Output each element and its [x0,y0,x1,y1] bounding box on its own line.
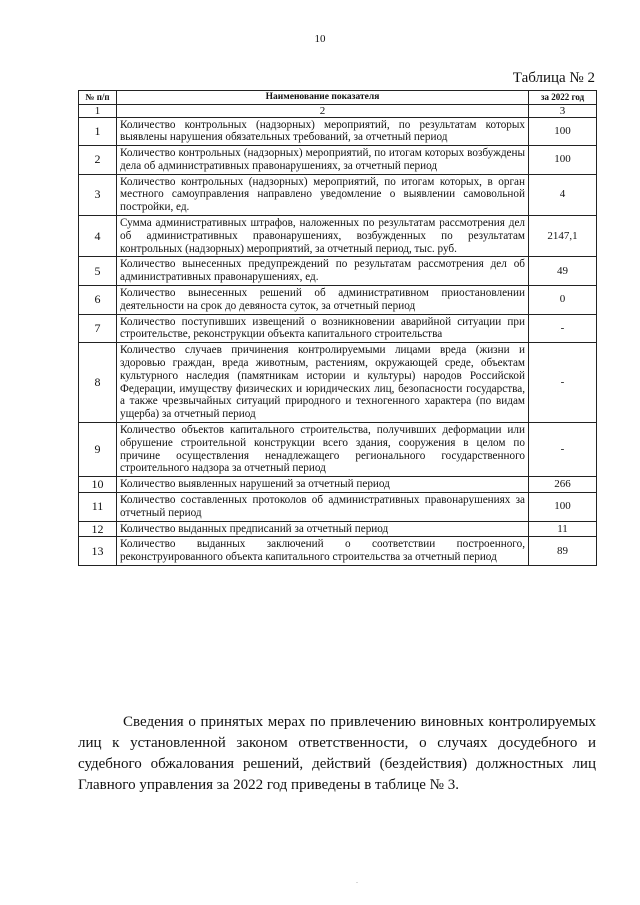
table-row [79,117,597,146]
row-number: 9 [79,423,117,477]
row-number: 13 [79,537,117,566]
header-num: № п/п [79,91,117,105]
table-body [79,117,597,566]
row-value: - [529,423,597,477]
table-row [79,521,597,537]
row-indicator-name: Количество поступивших извещений о возникновении аварийной ситуации при строительстве, реконструкции объекта капитального строительства [117,314,529,343]
row-indicator-name: Количество выданных заключений о соответствии построенного, реконструированного объекта капитального строительства за отчетный период [117,537,529,566]
row-number: 8 [79,343,117,423]
row-value: 2147,1 [529,216,597,257]
row-number: 3 [79,174,117,215]
table-row [79,477,597,493]
table-row [79,314,597,343]
index-cell: 1 [79,104,117,117]
row-value: - [529,343,597,423]
row-number: 1 [79,117,117,146]
table-row [79,537,597,566]
row-value: 11 [529,521,597,537]
row-indicator-name: Количество вынесенных предупреждений по результатам рассмотрения дел об административных правонарушениях, ед. [117,257,529,286]
table-row [79,286,597,315]
row-indicator-name: Количество контрольных (надзорных) мероприятий, по итогам которых, в орган местного самоуправления направлено уведомление о выявлении самовольной постройки, ед. [117,174,529,215]
table-row [79,257,597,286]
row-value: 89 [529,537,597,566]
row-number: 4 [79,216,117,257]
closing-paragraph: Сведения о принятых мерах по привлечению виновных контролируемых лиц к установленной законом ответственности, о случаях досудебного и судебного обжалования решений, действий (бездействия) должностных лиц Главного управления за 2022 год приведены в таблице № 3. [78,714,596,793]
row-value: 266 [529,477,597,493]
footer-mark: . [356,876,358,885]
table-row [79,146,597,175]
row-value: 0 [529,286,597,315]
table-index-row [79,104,597,117]
row-value: 49 [529,257,597,286]
row-indicator-name: Количество объектов капитального строительства, получивших деформации или обрушение строительной конструкции всего здания, сооружения в целом по причине осуществления ненадлежащего регионального государственного строительного надзора за отчетный период [117,423,529,477]
header-name: Наименование показателя [117,91,529,105]
row-value: 4 [529,174,597,215]
row-number: 11 [79,493,117,522]
row-indicator-name: Количество контрольных (надзорных) мероприятий, по результатам которых выявлены нарушения обязательных требований, за отчетный период [117,117,529,146]
row-indicator-name: Количество контрольных (надзорных) мероприятий, по итогам которых возбуждены дела об административных правонарушениях, за отчетный период [117,146,529,175]
table-row [79,343,597,423]
indicators-table [78,90,597,566]
table-header-row [79,91,597,105]
row-indicator-name: Количество выявленных нарушений за отчетный период [117,477,529,493]
header-value: за 2022 год [529,91,597,105]
table-row [79,493,597,522]
row-number: 7 [79,314,117,343]
row-number: 2 [79,146,117,175]
table-row [79,174,597,215]
row-value: 100 [529,117,597,146]
row-indicator-name: Количество вынесенных решений об административном приостановлении деятельности на срок до девяноста суток, за отчетный период [117,286,529,315]
row-number: 12 [79,521,117,537]
row-value: 100 [529,146,597,175]
table-row [79,216,597,257]
index-cell: 3 [529,104,597,117]
table-caption: Таблица № 2 [512,70,595,86]
row-indicator-name: Количество случаев причинения контролируемыми лицами вреда (жизни и здоровью граждан, вреда животным, растениям, окружающей среде, объектам культурного наследия (памятникам истории и культуры) народов Российской Федерации, имуществу физических и юридических лиц, безопасности государства, а также чрезвычайных ситуаций природного и техногенного характера (по видам ущерба) за отчетный период [117,343,529,423]
row-value: - [529,314,597,343]
row-number: 10 [79,477,117,493]
row-indicator-name: Сумма административных штрафов, наложенных по результатам рассмотрения дел об административных правонарушениях, возбужденных по результатам контрольных (надзорных) мероприятий, за отчетный период, тыс. руб. [117,216,529,257]
row-indicator-name: Количество составленных протоколов об административных правонарушениях за отчетный период [117,493,529,522]
page-number: 10 [314,33,326,45]
row-value: 100 [529,493,597,522]
row-indicator-name: Количество выданных предписаний за отчетный период [117,521,529,537]
table-row [79,423,597,477]
index-cell: 2 [117,104,529,117]
row-number: 5 [79,257,117,286]
row-number: 6 [79,286,117,315]
